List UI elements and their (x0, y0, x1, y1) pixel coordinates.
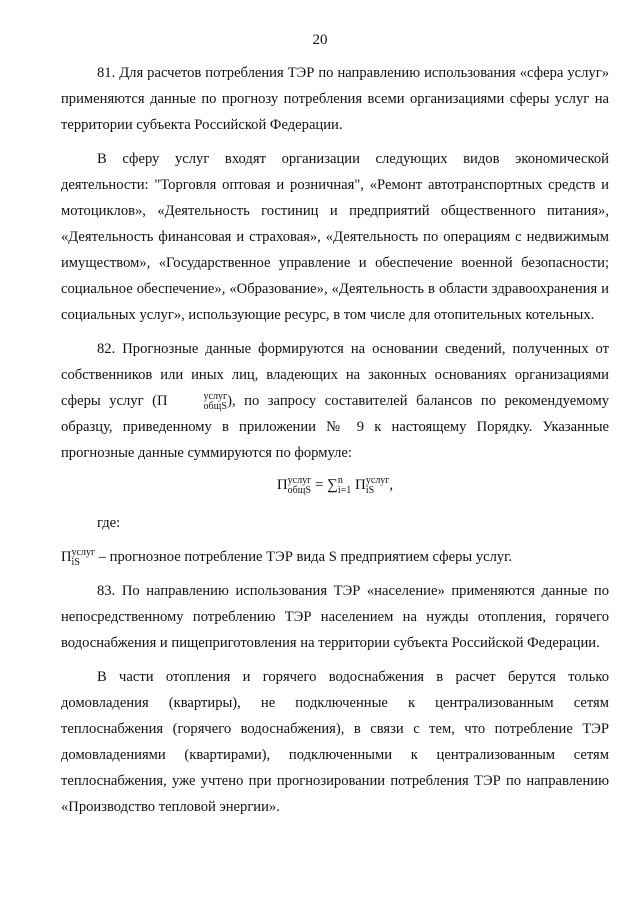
document-body (61, 60, 609, 820)
page-number: 20 (312, 32, 328, 48)
inline-symbol-p-obsh: П услуг общS (157, 390, 228, 412)
symbol-definition: П услуг iS – прогнозное потребление ТЭР вида S предприятием сферы услуг. (61, 546, 513, 568)
paragraph-83: 83. По направлению использования ТЭР «население» применяются данные по непосредственному потреблению ТЭР населением на нужды отопления, горячего водоснабжения и пищеприготовления на территории субъекта Российской Федерации. (61, 583, 609, 651)
sum-formula: П услуг общS = ∑ n i=1 П услуг iS , (276, 474, 394, 496)
paragraph-82 (61, 336, 609, 466)
where-label: где: (97, 515, 121, 531)
paragraph-83-heating: В части отопления и горячего водоснабжения в расчет берутся только домовладения (квартиры), не подключенные к централизованным сетям теплоснабжения (горячего водоснабжения), в связи с тем, что потребление ТЭР домовладениями (квартирами), подключенными к централизованным сетям теплоснабжения, уже учтено при прогнозировании потребления ТЭР по направлению «Производство тепловой энергии». (61, 669, 609, 815)
paragraph-81-services: В сферу услуг входят организации следующих видов экономической деятельности: "Торговля оптовая и розничная", «Ремонт автотранспортных средств и мотоциклов», «Деятельность гостиниц и предприятий общественного питания», «Деятельность финансовая и страховая», «Деятельность по операциям с недвижимым имуществом», «Государственное управление и обеспечение военной безопасности; социальное обеспечение», «Образование», «Деятельность в области здравоохранения и социальных услуг», использующие ресурс, в том числе для отопительных котельных. (61, 151, 609, 323)
paragraph-82-start: 82. Прогнозные данные формируются на основании сведений, полученных от собственников или иных лиц, владеющих на законных основаниях организациями сферы услуг ( (61, 341, 609, 409)
paragraph-82-end: ), по запросу составителей балансов по рекомендуемому образцу, приведенному в приложении № 9 к настоящему Порядку. Указанные прогнозные данные суммируются по формуле: (61, 393, 610, 461)
paragraph-81: 81. Для расчетов потребления ТЭР по направлению использования «сфера услуг» применяются данные по прогнозу потребления всеми организациями сферы услуг на территории субъекта Российской Федерации. (61, 65, 609, 133)
